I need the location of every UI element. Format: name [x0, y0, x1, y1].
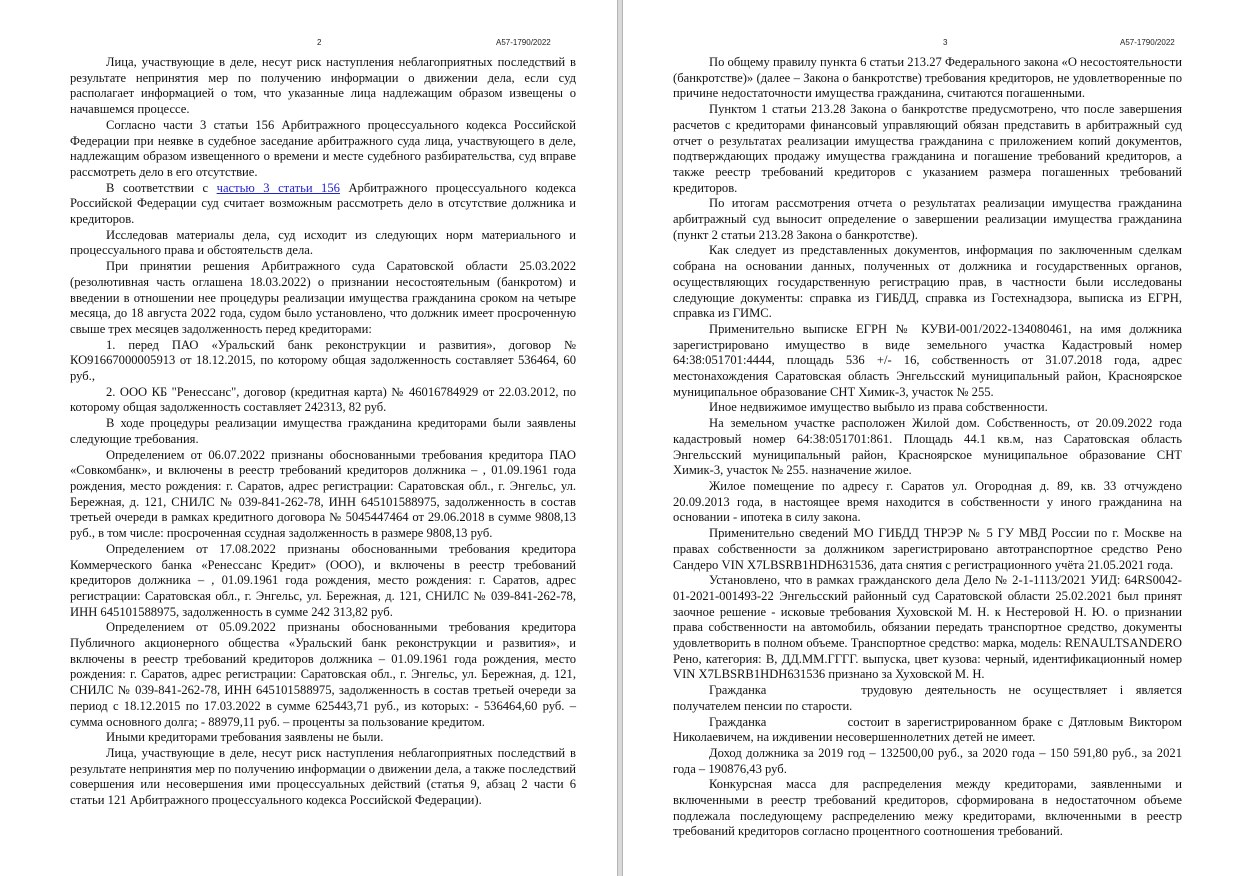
paragraph: По общему правилу пункта 6 статьи 213.27 Федерального закона «О несостоятельности (банкротстве)» (далее – Закона о банкротстве) требования кредиторов, не удовлетворенные по причине недостаточности имущества гражданина, считаются погашенными. — [673, 55, 1182, 101]
paragraph: Применительно выписке ЕГРН № КУВИ-001/2022-134080461, на имя должника зарегистрировано имущество в виде земельного участка Кадастровый номер 64:38:051701:4444, площадь 536 +/- 16, собственность от 31.07.2018 года, адрес местонахождения Саратовская область Энгельсский муниципальный район, Красноярское муниципальное образование СНТ Химик-3, участок № 255. — [673, 321, 1182, 399]
text-span: Арбитражного процессуального кодекса Российской Федерации суд считает возможным рассмотреть дело в отсутствие должника и кредиторов. — [70, 180, 576, 227]
paragraph: Определением от 05.09.2022 признаны обоснованными требования кредитора Публичного акционерного общества «Уральский банк реконструкции и развития», и включены в реестр требований кредиторов должника – 01.09.1961 года рождения, место рождения: г. Саратов, адрес регистрации: Саратовская обл., г. Энгельс, ул. Бережная, д. 121, СНИЛС № 039-841-262-78, ИНН 645101588975, задолженность в состав третьей очереди за период с 18.12.2015 по 17.03.2022 в сумме 625443,71 руб., из которых: - 536464,60 руб. – сумма основного долга; - 88979,11 руб. – проценты за пользование кредитом. — [70, 620, 576, 729]
text-span: Гражданка — [709, 683, 767, 698]
paragraph: 2. ООО КБ "Ренессанс", договор (кредитная карта) № 46016784929 от 22.03.2012, по которому общая задолженность составляет 242313, 82 руб. — [70, 384, 576, 415]
paragraph — [673, 683, 1182, 714]
paragraph: Жилое помещение по адресу г. Саратов ул. Огородная д. 89, кв. 33 отчуждено 20.09.2013 года, в настоящее время находится в собственности у иного гражданина на основании - ипотека в силу закона. — [673, 478, 1182, 525]
page-number: 2 — [317, 38, 322, 47]
text-span: В соответствии с — [106, 180, 217, 195]
paragraph: Определением от 17.08.2022 признаны обоснованными требования кредитора Коммерческого банка «Ренессанс Кредит» (ООО), и включены в реестр требований кредиторов должника – , 01.09.1961 года рождения, место рождения: г. Саратов, адрес регистрации: Саратовская обл., г. Энгельс, ул. Бережная, д. 121, СНИЛС № 039-841-262-78, ИНН 645101588975, задолженность в сумме 242 313,82 руб. — [70, 541, 576, 619]
paragraph: На земельном участке расположен Жилой дом. Собственность, от 20.09.2022 года кадастровый номер 64:38:051701:861. Площадь 44.1 кв.м, наз Саратовская область Энгельсский муниципальный район, Красноярское муниципальное образование СНТ Химик-3, участок № 255. назначение жилое. — [673, 416, 1182, 478]
text-span: трудовую деятельность не осуществляет і является получателем пенсии по старости. — [673, 683, 1182, 713]
document-page-left — [0, 0, 617, 876]
paragraph: Конкурсная масса для распределения между кредиторами, заявленными и включенными в реестр требований кредиторов, сформирована в недостаточном объеме подлежала последующему распределению межу кредиторами, включенными в реестр требований кредиторов согласно процентного соотношения требований. — [673, 777, 1182, 839]
paragraph: Иными кредиторами требования заявлены не были. — [106, 730, 384, 745]
page-number: 3 — [943, 38, 948, 47]
paragraph: 1. перед ПАО «Уральский банк реконструкции и развития», договор № КО91667000005913 от 18.12.2015, по которому общая задолженность составляет 536464, 60 руб., — [70, 337, 576, 384]
paragraph: Исследовав материалы дела, суд исходит из следующих норм материального и процессуального права и обстоятельств дела. — [70, 227, 576, 258]
paragraph: В ходе процедуры реализации имущества гражданина кредиторами были заявлены следующие требования. — [70, 416, 576, 446]
paragraph: Доход должника за 2019 год – 132500,00 руб., за 2020 года – 150 591,80 руб., за 2021 года – 190876,43 руб. — [673, 745, 1182, 776]
redacted-name — [772, 722, 842, 723]
page-body — [673, 55, 1182, 840]
paragraph: Определением от 06.07.2022 признаны обоснованными требования кредитора ПАО «Совкомбанк», и включены в реестр требований кредиторов должника – , 01.09.1961 года рождения, место рождения: г. Саратов, адрес регистрации: Саратовская обл., г. Энгельс, ул. Бережная, д. 121, СНИЛС № 039-841-262-78, ИНН 645101588975, задолженность в состав третьей очереди в рамках кредитного договора № 5045447464 от 29.06.2018 в сумме 9808,13 руб., в том числе: просроченная ссудная задолженность в размере 9808,13 руб. — [70, 447, 576, 541]
paragraph — [70, 181, 576, 228]
text-span: состоит в зарегистрированном браке с Дятловым Виктором Николаевичем, на иждивении несовершеннолетних детей не имеет. — [673, 714, 1182, 745]
paragraph: Установлено, что в рамках гражданского дела Дело № 2-1-1113/2021 УИД: 64RS0042-01-2021-001493-22 Энгельсский районный суд Саратовской области 25.02.2021 был принят заочное решение - исковые требования Хуховской М. Н. к Нестеровой Н. Ю. о признании права собственности на автомобиль, обязании передать транспортное средство, документы удовлетворить в полном объеме. Транспортное средство: марка, модель: RENAULTSANDERO Рено, категория: В, ДД.ММ.ГГГГ. выпуска, цвет кузова: черный, идентификационный номер VIN X7LBSRB1HDH631536 признано за Хуховской М. Н. — [673, 573, 1182, 682]
document-page-right — [623, 0, 1237, 876]
paragraph: Как следует из представленных документов, информация по заключенным сделкам собрана на основании данных, полученных от должника и государственных органов, осуществляющих государственную регистрацию прав, в частности были исследованы следующие документы: справка из ГИБДД, справка из Гостехнадзора, выписка из ЕГРН, справка из ГИМС. — [673, 243, 1182, 321]
page-body — [70, 55, 576, 809]
paragraph: Пунктом 1 статьи 213.28 Закона о банкротстве предусмотрено, что после завершения расчетов с кредиторами финансовый управляющий обязан представить в арбитражный суд отчет о результатах реализации имущества гражданина с приложением копий документов, подтверждающих продажу имущества гражданина и погашение требований кредиторов, а также реестр требований кредиторов с указанием размера погашенных требований кредиторов. — [673, 102, 1182, 195]
case-number: А57-1790/2022 — [1120, 38, 1175, 47]
paragraph: Согласно части 3 статьи 156 Арбитражного процессуального кодекса Российской Федерации при неявке в судебное заседание арбитражного суда лица, участвующего в деле, надлежащим образом извещенного о времени и месте судебного разбирательства, суд вправе рассмотреть дело в его отсутствие. — [70, 117, 576, 179]
case-number: А57-1790/2022 — [496, 38, 551, 47]
paragraph: Применительно сведений МО ГИБДД ТНРЭР № 5 ГУ МВД России по г. Москве на правах собственности за должником зарегистрировано автотранспортное средство Рено Сандеро VIN X7LBSRB1HDH631536, дата снятия с регистрационного учёта 21.05.2021 года. — [673, 526, 1182, 572]
paragraph — [673, 715, 1182, 746]
redacted-name — [779, 691, 849, 692]
paragraph: По итогам рассмотрения отчета о результатах реализации имущества гражданина арбитражный суд выносит определение о завершении реализации имущества гражданина (пункт 2 статьи 213.28 Закона о банкротстве). — [673, 196, 1182, 242]
paragraph: Лица, участвующие в деле, несут риск наступления неблагоприятных последствий в результате непринятия мер по получению информации о движении дела, если суд располагает информацией о том, что указанные лица надлежащим образом извещены о начавшемся процессе. — [70, 55, 576, 117]
law-link[interactable]: частью 3 статьи 156 — [216, 180, 340, 195]
paragraph: Лица, участвующие в деле, несут риск наступления неблагоприятных последствий в результате непринятия мер по получению информации о движении дела, а также последствий совершения или несовершения ими процессуальных действий (статья 9, абзац 2 части 6 статьи 121 Арбитражного процессуального кодекса Российской Федерации). — [70, 745, 576, 808]
text-span: Гражданка — [709, 714, 767, 729]
paragraph: Иное недвижимое имущество выбыло из права собственности. — [709, 400, 1048, 415]
paragraph: При принятии решения Арбитражного суда Саратовской области 25.03.2022 (резолютивная часть оглашена 18.03.2022) о признании несостоятельным (банкротом) и введении в отношении нее процедуры реализации имущества гражданина сроком на четыре месяца, до 18 августа 2022 года, судом было установлено, что должник имеет просроченную свыше трех месяцев задолженность перед кредиторами: — [70, 259, 576, 336]
